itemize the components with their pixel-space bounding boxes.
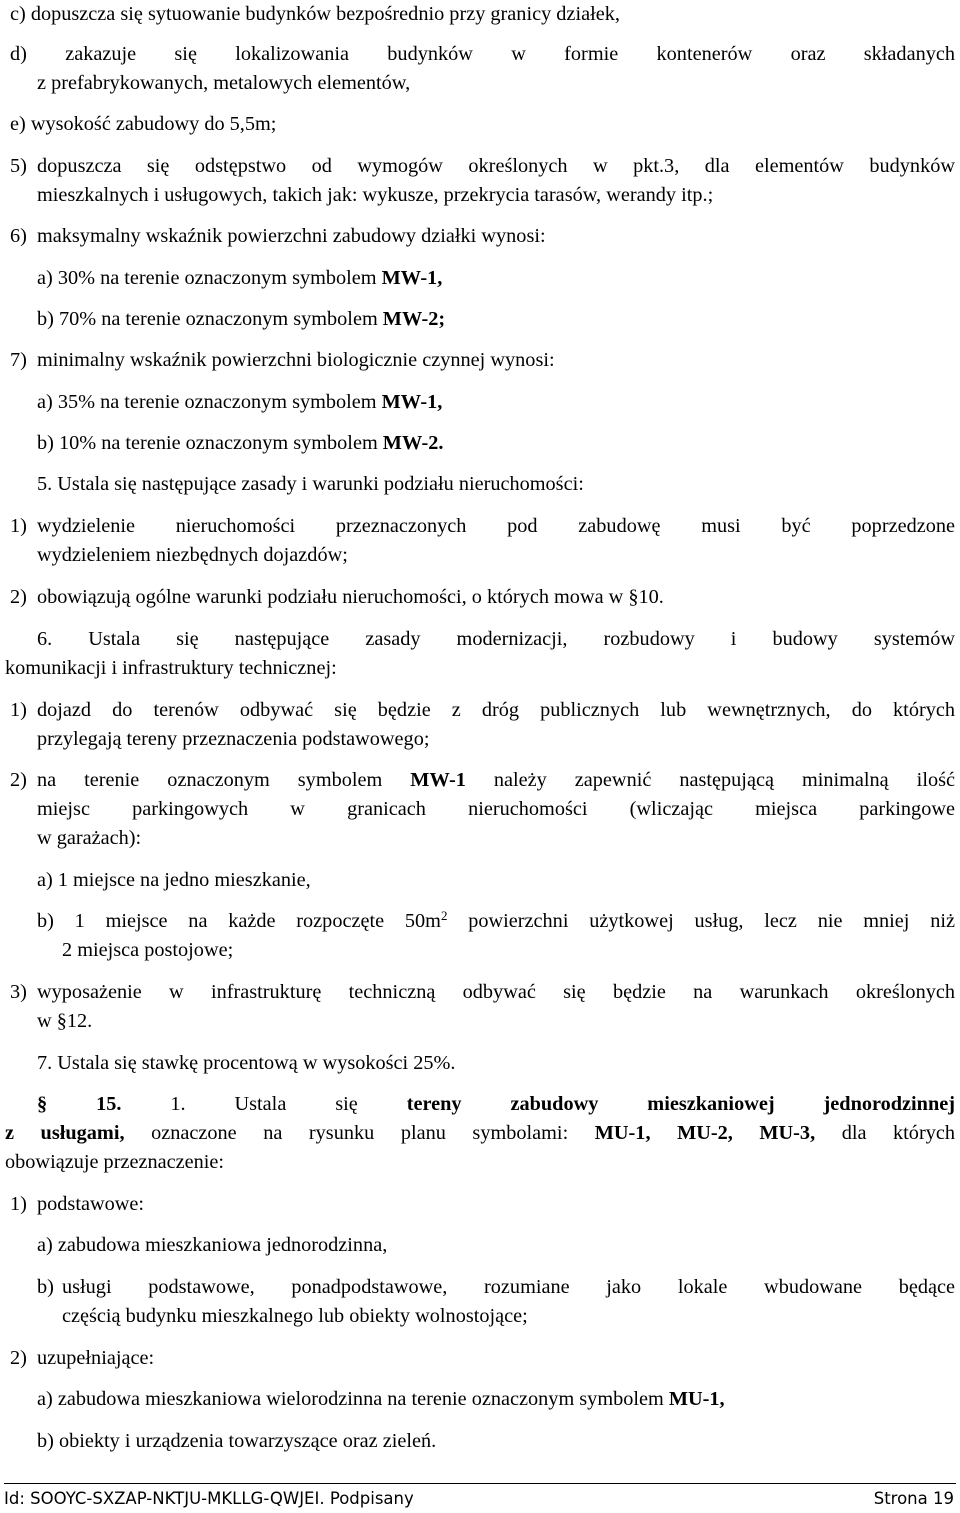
point-6a: a) 30% na terenie oznaczonym symbolem MW-1, [37,267,443,289]
paragraph-15-item2b: b) obiekty i urządzenia towarzyszące oraz zieleń. [37,1430,437,1452]
symbol-mw1: MW-1, [381,267,443,289]
symbol-mw2: MW-2. [382,432,444,454]
section-6-item2b-line2: 2 miejsca postojowe; [62,939,234,961]
section-6-item2-line1: na terenie oznaczonym symbolem MW-1 należy zapewnić następującą minimalną ilość [37,769,955,791]
section-6-item2-line3: w garażach): [37,827,142,849]
section-6-item2-label: 2) [10,769,27,791]
list-item-d-line1: d) zakazuje się lokalizowania budynków w formie kontenerów oraz składanych [10,43,955,65]
list-item-d-line2: z prefabrykowanych, metalowych elementów, [37,72,411,94]
paragraph-15-item2-text: uzupełniające: [37,1347,155,1369]
paragraph-15-item1b-line1: usługi podstawowe, ponadpodstawowe, rozumiane jako lokale wbudowane będące [62,1276,955,1298]
list-item-c: c) dopuszcza się sytuowanie budynków bezpośrednio przy granicy działek, [10,3,620,25]
section-5-item1-label: 1) [10,515,27,537]
paragraph-15-item1a: a) zabudowa mieszkaniowa jednorodzinna, [37,1234,388,1256]
point-5-line2: mieszkalnych i usługowych, takich jak: wykusze, przekrycia tarasów, werandy itp.; [37,184,714,206]
paragraph-15-item1b-line2: częścią budynku mieszkalnego lub obiekty wolnostojące; [62,1305,528,1327]
symbol-mw1: MW-1, [381,391,443,413]
section-6-heading-line1: 6. Ustala się następujące zasady modernizacji, rozbudowy i budowy systemów [37,628,955,650]
paragraph-15-number: § 15. [37,1093,122,1115]
section-5-item1-line1: wydzielenie nieruchomości przeznaczonych pod zabudowę musi być poprzedzone [37,515,955,537]
symbol-mw2: MW-2; [382,308,446,330]
paragraph-15-line3: obowiązuje przeznaczenie: [5,1151,225,1173]
list-item-e: e) wysokość zabudowy do 5,5m; [10,113,277,135]
symbols-mu: MU-1, MU-2, MU-3, [594,1122,816,1144]
section-5-item2-label: 2) [10,586,27,608]
section-5-item1-line2: wydzieleniem niezbędnych dojazdów; [37,544,348,566]
section-6-heading-line2: komunikacji i infrastruktury technicznej: [5,657,337,679]
point-5-line1: dopuszcza się odstępstwo od wymogów określonych w pkt.3, dla elementów budynków [37,155,955,177]
section-6-item1-line2: przylegają tereny przeznaczenia podstawowego; [37,728,430,750]
point-6-label: 6) [10,225,27,247]
section-6-item3-label: 3) [10,981,27,1003]
point-6b: b) 70% na terenie oznaczonym symbolem MW-2; [37,308,446,330]
section-6-item3-line1: wyposażenie w infrastrukturę techniczną odbywać się będzie na warunkach określonych [37,981,955,1003]
point-7-text: minimalny wskaźnik powierzchni biologicznie czynnej wynosi: [37,349,555,371]
section-6-item2b-line1: b) 1 miejsce na każde rozpoczęte $50m^2$ powierzchni użytkowej usług, lecz nie mniej niż [37,908,955,932]
section-7: 7. Ustala się stawkę procentową w wysokości 25%. [37,1052,456,1074]
section-6-item2-line2: miejsc parkingowych w granicach nieruchomości (wliczając miejsca parkingowe [37,798,955,820]
point-7b: b) 10% na terenie oznaczonym symbolem MW-2. [37,432,444,454]
section-6-item1-line1: dojazd do terenów odbywać się będzie z dróg publicznych lub wewnętrznych, do których [37,699,955,721]
section-5-heading: 5. Ustala się następujące zasady i warunki podziału nieruchomości: [37,473,584,495]
footer-page-number: Strona 19 [873,1489,954,1508]
point-7-label: 7) [10,349,27,371]
section-6-item1-label: 1) [10,699,27,721]
footer-divider [4,1483,956,1484]
section-6-item2a: a) 1 miejsce na jedno mieszkanie, [37,869,311,891]
paragraph-15-item1b-label: b) [37,1276,54,1298]
symbol-mu1: MU-1, [668,1388,725,1410]
point-5-label: 5) [10,155,27,177]
paragraph-15-line1: § 15. 1. Ustala się tereny zabudowy mieszkaniowej jednorodzinnej [37,1093,955,1115]
footer-document-id: Id: SOOYC-SXZAP-NKTJU-MKLLG-QWJEI. Podpisany [4,1489,414,1508]
paragraph-15-item2-label: 2) [10,1347,27,1369]
section-5-item2-text: obowiązują ogólne warunki podziału nieruchomości, o których mowa w §10. [37,586,664,608]
paragraph-15-item1-label: 1) [10,1193,27,1215]
paragraph-15-line2: z usługami, oznaczone na rysunku planu symbolami: MU-1, MU-2, MU-3, dla których [5,1122,955,1144]
paragraph-15-item1-text: podstawowe: [37,1193,145,1215]
symbol-mw1: MW-1 [410,769,466,791]
paragraph-15-item2a: a) zabudowa mieszkaniowa wielorodzinna na terenie oznaczonym symbolem MU-1, [37,1388,725,1410]
point-6-text: maksymalny wskaźnik powierzchni zabudowy działki wynosi: [37,225,546,247]
point-7a: a) 35% na terenie oznaczonym symbolem MW-1, [37,391,443,413]
section-6-item3-line2: w §12. [37,1010,93,1032]
